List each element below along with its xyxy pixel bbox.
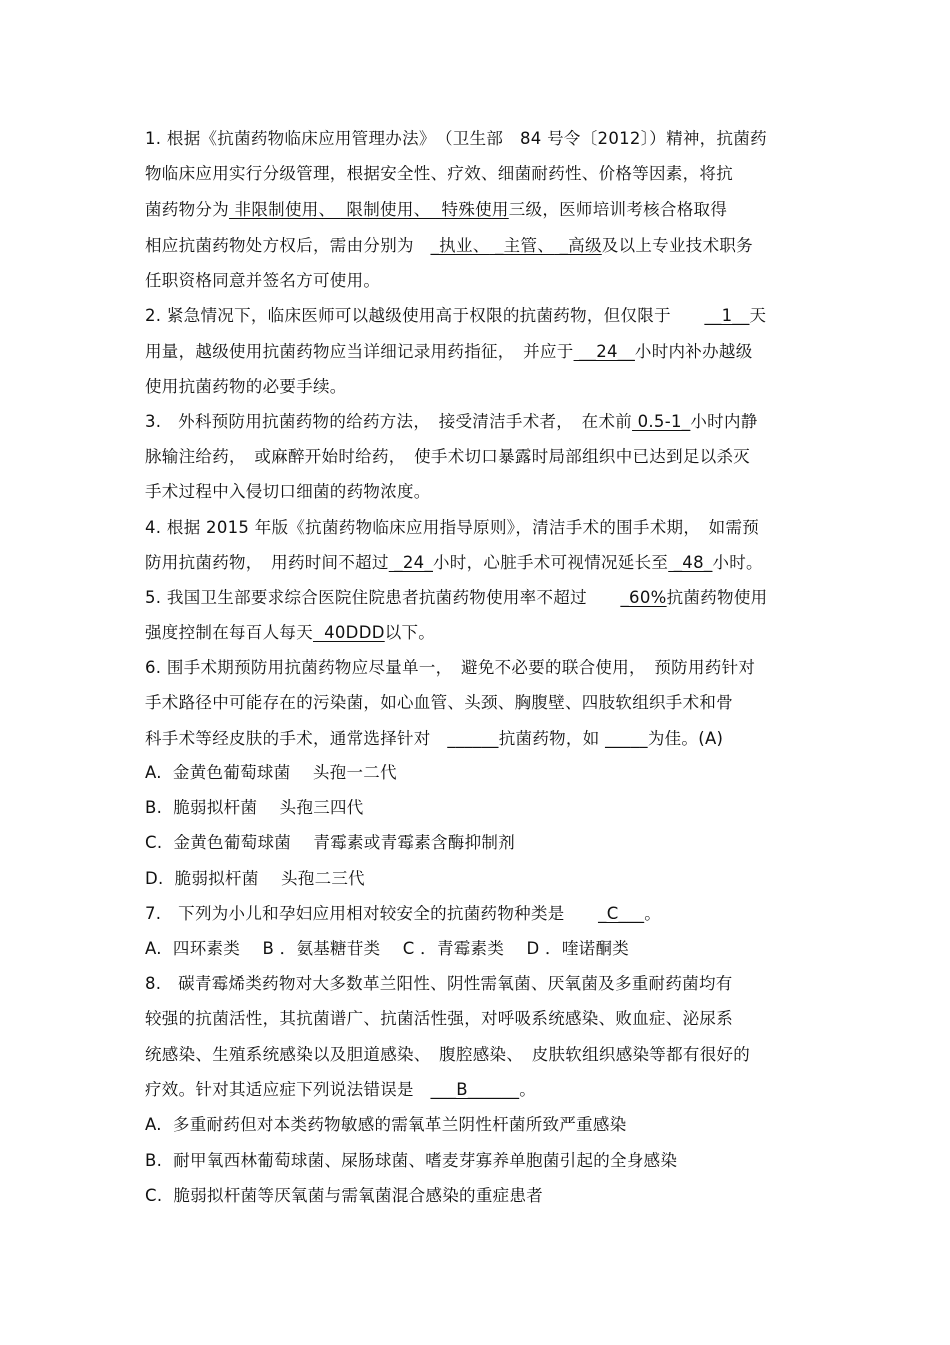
q8-answer: ___B______ <box>430 1080 520 1099</box>
q1-line-1: 1. 根据《抗菌药物临床应用管理办法》 （卫生部 84 号令〔2012〕）精神，抗菌药 <box>145 129 767 148</box>
q1-text: 及以上专业技术职务 <box>601 236 753 255</box>
q6-line-3 <box>145 728 723 750</box>
q4-line-1: 4. 根据 2015 年版《抗菌药物临床应用指导原则》，清洁手术的围手术期， 如需预 <box>145 518 760 537</box>
q5-answer-ddd: 40DDD <box>313 623 385 642</box>
q8-line-3: 统感染、生殖系统感染以及胆道感染、 腹腔感染、 皮肤软组织感染等都有很好的 <box>145 1045 751 1064</box>
q1-text: 相应抗菌药物处方权后，需由分别为 <box>145 236 431 255</box>
q8-line-4 <box>145 1079 536 1101</box>
q5-answer-rate: _60% <box>620 588 667 607</box>
q4-answer-hours: _24_ <box>388 553 433 572</box>
q2-line-1 <box>145 305 766 327</box>
q1-answer-nonrestricted: 非限制使用、 <box>229 200 341 219</box>
q6-text: 科手术等经皮肤的手术，通常选择针对 <box>145 729 448 748</box>
q2-line-2 <box>145 341 753 363</box>
q6-option-b: B. 脆弱拟杆菌 头孢三四代 <box>145 798 364 817</box>
q2-text: 天 <box>749 306 767 325</box>
q6-blank-1: ______ <box>447 729 499 748</box>
q6-line-2: 手术路径中可能存在的污染菌，如心血管、头颈、胸腹壁、四肢软组织手术和骨 <box>145 693 733 712</box>
q6-option-d: D. 脆弱拟杆菌 头孢二三代 <box>145 869 365 888</box>
q8-text: 。 <box>519 1080 536 1099</box>
q3-line-2: 脉输注给药， 或麻醉开始时给药， 使手术切口暴露时局部组织中已达到足以杀灭 <box>145 447 751 466</box>
q3-line-1 <box>145 411 758 433</box>
q5-text: 5. 我国卫生部要求综合医院住院患者抗菌药物使用率不超过 <box>145 588 621 607</box>
q7-text: 。 <box>644 904 661 923</box>
q1-text: 菌药物分为 <box>145 200 229 219</box>
q1-line-4 <box>145 235 753 257</box>
q2-text: 用量，越级使用抗菌药物应当详细记录用药指征， 并应于 <box>145 342 574 361</box>
q1-answer-senior: _高级 <box>554 236 602 255</box>
q6-line-1: 6. 围手术期预防用抗菌药物应尽量单一， 避免不必要的联合使用， 预防用药针对 <box>145 658 756 677</box>
q6-text: 为佳。(A) <box>647 729 724 748</box>
q1-answer-practicing: _执业、 <box>430 236 490 255</box>
q8-option-c: C. 脆弱拟杆菌等厌氧菌与需氧菌混合感染的重症患者 <box>145 1186 544 1205</box>
q5-line-2 <box>145 622 435 644</box>
q7-answer: _C___ <box>598 904 645 923</box>
q8-option-b: B. 耐甲氧西林葡萄球菌、屎肠球菌、嗜麦芽寡养单胞菌引起的全身感染 <box>145 1151 678 1170</box>
q1-text: 三级，医师培训考核合格取得 <box>508 200 728 219</box>
q2-answer-hours: __24__ <box>573 342 635 361</box>
q6-option-a: A. 金黄色葡萄球菌 头孢一二代 <box>145 763 397 782</box>
q1-answer-attending: _主管、 <box>489 236 555 255</box>
q7-text: 7. 下列为小儿和孕妇应用相对较安全的抗菌药物种类是 <box>145 904 599 923</box>
q7-line-1 <box>145 903 661 925</box>
q8-text: 疗效。针对其适应症下列说法错误是 <box>145 1080 431 1099</box>
q1-line-2: 物临床应用实行分级管理，根据安全性、疗效、细菌耐药性、价格等因素，将抗 <box>145 164 733 183</box>
q1-answer-restricted: 限制使用、 <box>340 200 436 219</box>
q4-text: 小时。 <box>712 553 763 572</box>
q1-answer-special: 特殊使用 <box>435 200 509 219</box>
q4-answer-cardiac-hours: _48_ <box>668 553 713 572</box>
q2-answer-days: __1__ <box>704 306 750 325</box>
q8-line-1: 8. 碳青霉烯类药物对大多数革兰阳性、阴性需氧菌、厌氧菌及多重耐药菌均有 <box>145 974 733 993</box>
q3-text: 小时内静 <box>690 412 758 431</box>
q5-text: 抗菌药物使用 <box>666 588 768 607</box>
q4-text: 防用抗菌药物， 用药时间不超过 <box>145 553 389 572</box>
q1-line-3 <box>145 199 727 221</box>
q4-line-2 <box>145 552 763 574</box>
q3-text: 3. 外科预防用抗菌药物的给药方法， 接受清洁手术者， 在术前 <box>145 412 633 431</box>
q5-text: 以下。 <box>384 623 436 642</box>
q3-answer-hours: 0.5-1_ <box>632 412 691 431</box>
q6-text: 抗菌药物，如 <box>498 729 600 748</box>
q6-blank-2: _____ <box>599 729 648 748</box>
q6-option-c: C. 金黄色葡萄球菌 青霉素或青霉素含酶抑制剂 <box>145 833 516 852</box>
q2-text: 小时内补办越级 <box>634 342 753 361</box>
q3-line-3: 手术过程中入侵切口细菌的药物浓度。 <box>145 482 431 501</box>
q1-line-5: 任职资格同意并签名方可使用。 <box>145 271 381 290</box>
q8-option-a: A. 多重耐药但对本类药物敏感的需氧革兰阴性杆菌所致严重感染 <box>145 1115 627 1134</box>
q7-options: A. 四环素类 B ．氨基糖苷类 C ．青霉素类 D ．喹诺酮类 <box>145 939 630 958</box>
q2-text: 2. 紧急情况下，临床医师可以越级使用高于权限的抗菌药物，但仅限于 <box>145 306 705 325</box>
q5-line-1 <box>145 587 767 609</box>
q5-text: 强度控制在每百人每天 <box>145 623 313 642</box>
q4-text: 小时，心脏手术可视情况延长至 <box>433 553 669 572</box>
q2-line-3: 使用抗菌药物的必要手续。 <box>145 377 347 396</box>
q8-line-2: 较强的抗菌活性，其抗菌谱广、抗菌活性强，对呼吸系统感染、败血症、泌尿系 <box>145 1009 733 1028</box>
